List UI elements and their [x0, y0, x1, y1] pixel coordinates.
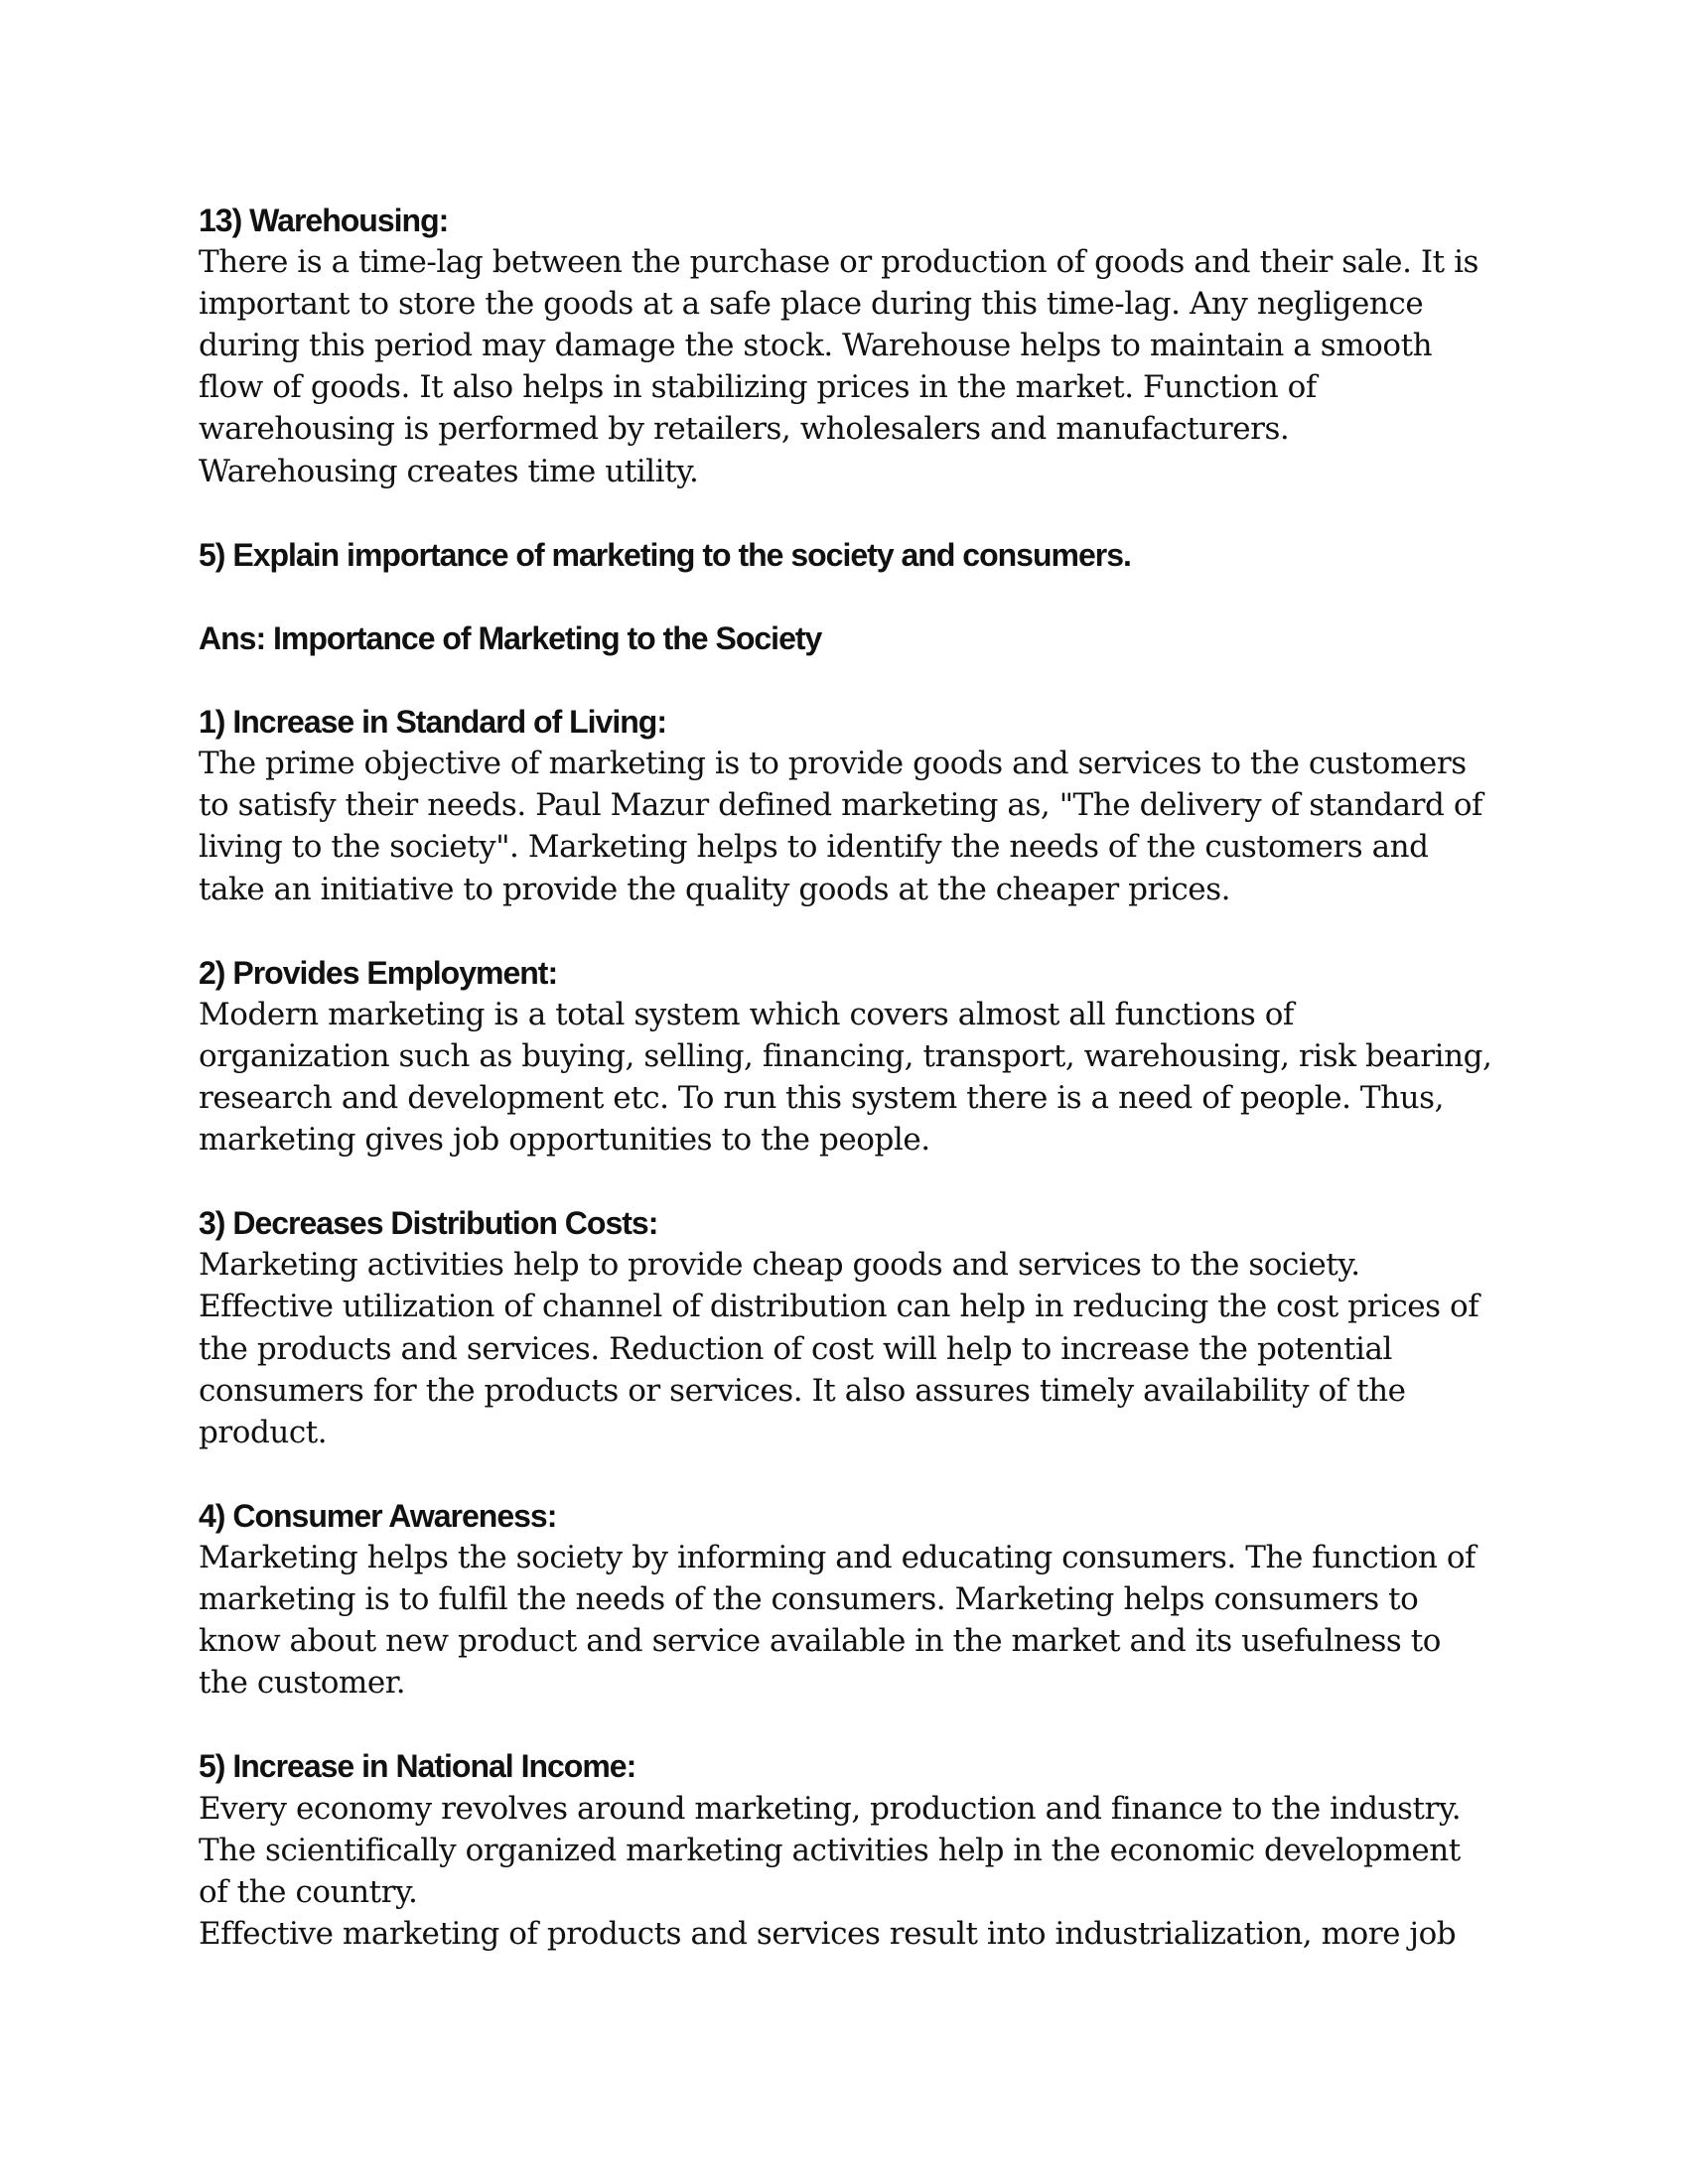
section-heading-warehousing: 13) Warehousing:	[199, 203, 449, 238]
paragraph-line: take an initiative to provide the quality goods at the cheaper prices.	[199, 871, 1231, 907]
paragraph-gap	[199, 1704, 1499, 1745]
section-heading-distribution-costs: 3) Decreases Distribution Costs:	[199, 1205, 658, 1242]
paragraph-line: The scientifically organized marketing activities help in the economic development	[199, 1832, 1461, 1868]
paragraph-line: living to the society". Marketing helps to identify the needs of the customers and	[199, 829, 1429, 866]
paragraph-line: to satisfy their needs. Paul Mazur defined marketing as, "The delivery of standard of	[199, 787, 1483, 824]
paragraph-line: during this period may damage the stock. Warehouse helps to maintain a smooth	[199, 328, 1433, 364]
answer-heading: Ans: Importance of Marketing to the Society	[199, 619, 822, 656]
paragraph-line: the products and services. Reduction of cost will help to increase the potential	[199, 1330, 1392, 1367]
paragraph-gap	[199, 492, 1499, 534]
section-heading-consumer-awareness: 4) Consumer Awareness:	[199, 1497, 557, 1534]
paragraph-line: marketing is to fulfil the needs of the consumers. Marketing helps consumers to	[199, 1581, 1419, 1618]
paragraph-line: Marketing helps the society by informing and educating consumers. The function of	[199, 1540, 1477, 1575]
paragraph-gap	[199, 1453, 1499, 1495]
section-heading-standard-of-living: 1) Increase in Standard of Living:	[199, 704, 666, 741]
paragraph-line: marketing gives job opportunities to the people.	[199, 1122, 930, 1159]
paragraph-line: consumers for the products or services. It also assures timely availability of the	[199, 1372, 1406, 1409]
paragraph-line: flow of goods. It also helps in stabilizing prices in the market. Function of	[199, 369, 1317, 406]
paragraph-line: research and development etc. To run this system there is a need of people. Thus,	[199, 1079, 1445, 1116]
paragraph-line: product.	[199, 1414, 328, 1450]
question-heading: 5) Explain importance of marketing to the society and consumers.	[199, 536, 1131, 573]
paragraph-line: Marketing activities help to provide cheap goods and services to the society.	[199, 1247, 1360, 1284]
paragraph-line: of the country.	[199, 1873, 418, 1910]
paragraph-line: Modern marketing is a total system which covers almost all functions of	[199, 996, 1294, 1032]
paragraph-gap	[199, 659, 1499, 701]
paragraph-gap	[199, 576, 1499, 617]
paragraph-gap	[199, 910, 1499, 952]
paragraph-line: the customer.	[199, 1665, 406, 1702]
paragraph-line: Effective utilization of channel of distribution can help in reducing the cost prices of	[199, 1289, 1479, 1325]
paragraph-line: Effective marketing of products and services result into industrialization, more job	[199, 1915, 1457, 1952]
document-body	[199, 200, 1499, 1955]
paragraph-line: know about new product and service available in the market and its usefulness to	[199, 1623, 1441, 1660]
paragraph-line: The prime objective of marketing is to provide goods and services to the customers	[199, 746, 1467, 782]
paragraph-line: There is a time-lag between the purchase or production of goods and their sale. It is	[199, 244, 1479, 281]
section-heading-national-income: 5) Increase in National Income:	[199, 1748, 636, 1785]
section-heading-employment: 2) Provides Employment:	[199, 954, 558, 991]
paragraph-gap	[199, 1160, 1499, 1202]
paragraph-line: warehousing is performed by retailers, wholesalers and manufacturers.	[199, 411, 1290, 448]
paragraph-line: important to store the goods at a safe place during this time-lag. Any negligence	[199, 286, 1424, 323]
paragraph-line: organization such as buying, selling, financing, transport, warehousing, risk bearing,	[199, 1037, 1492, 1074]
paragraph-line: Warehousing creates time utility.	[199, 453, 699, 489]
paragraph-line: Every economy revolves around marketing, production and finance to the industry.	[199, 1790, 1462, 1827]
